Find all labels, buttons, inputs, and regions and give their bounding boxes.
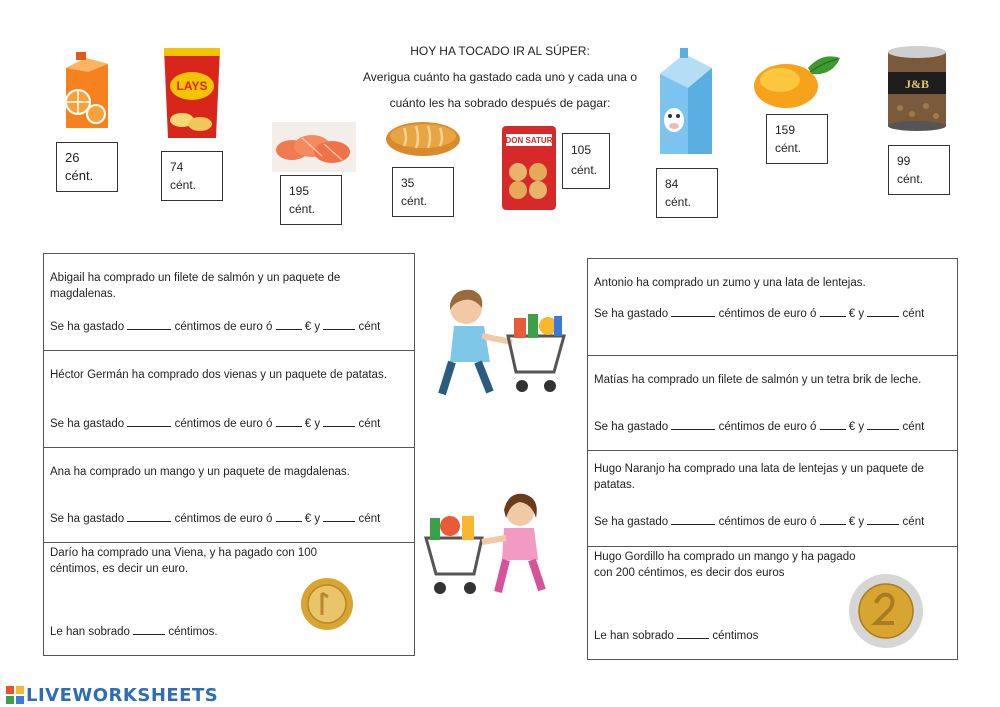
euros-input[interactable] bbox=[820, 316, 846, 317]
leftover-input[interactable] bbox=[677, 638, 709, 639]
problem-text: Héctor Germán ha comprado dos vienas y un paquete de patatas. bbox=[50, 369, 387, 381]
liveworksheets-logo-icon bbox=[6, 686, 24, 704]
mango-icon bbox=[752, 50, 844, 112]
problem-card bbox=[44, 254, 414, 351]
price-tag-salmon bbox=[280, 175, 342, 225]
remaining-cents-input[interactable] bbox=[323, 521, 355, 522]
brand-name: LIVEWORKSHEETS bbox=[26, 684, 219, 706]
instructions-line-2: cuánto les ha sobrado después de pagar: bbox=[389, 96, 611, 110]
price-unit: cént. bbox=[65, 168, 94, 183]
price-unit: cént. bbox=[665, 195, 692, 209]
lentils-can-icon bbox=[886, 44, 948, 132]
cents-input[interactable] bbox=[127, 426, 171, 427]
instructions-line-1: Averigua cuánto ha gastado cada uno y cada una o bbox=[363, 70, 637, 84]
answer-line: Se ha gastado céntimos de euro ó € y cént bbox=[50, 513, 381, 525]
remaining-cents-input[interactable] bbox=[867, 524, 899, 525]
euros-input[interactable] bbox=[820, 524, 846, 525]
price-value: 195 bbox=[289, 184, 310, 198]
answer-line: Se ha gastado céntimos de euro ó € y cént bbox=[50, 321, 381, 333]
problem-card bbox=[44, 543, 414, 655]
remaining-cents-input[interactable] bbox=[867, 316, 899, 317]
price-value: 84 bbox=[665, 177, 679, 191]
problem-card bbox=[44, 351, 414, 448]
right-problems-panel bbox=[587, 258, 958, 660]
price-tag-lentils bbox=[888, 145, 950, 195]
price-value: 105 bbox=[571, 143, 592, 157]
cents-input[interactable] bbox=[671, 316, 715, 317]
left-problems-panel bbox=[43, 253, 415, 656]
answer-line: Se ha gastado céntimos de euro ó € y cént bbox=[594, 308, 925, 320]
price-unit: cént. bbox=[571, 163, 598, 177]
price-unit: cént. bbox=[775, 141, 802, 155]
leftover-input[interactable] bbox=[133, 634, 165, 635]
problem-text: Darío ha comprado una Viena, y ha pagado con 100 céntimos, es decir un euro. bbox=[50, 547, 318, 575]
remaining-cents-input[interactable] bbox=[867, 429, 899, 430]
problem-card bbox=[588, 451, 957, 547]
price-value: 35 bbox=[401, 176, 415, 190]
problem-text: Matías ha comprado un filete de salmón y un tetra brik de leche. bbox=[594, 374, 922, 386]
price-value: 159 bbox=[775, 123, 796, 137]
chips-bag-label: LAYS bbox=[176, 79, 208, 93]
two-euro-coin-icon bbox=[848, 573, 924, 649]
euros-input[interactable] bbox=[820, 429, 846, 430]
cents-input[interactable] bbox=[127, 329, 171, 330]
liveworksheets-logo bbox=[6, 684, 218, 706]
bread-loaf-icon bbox=[384, 118, 462, 160]
price-tag-chips bbox=[161, 151, 223, 201]
instructions-title: HOY HA TOCADO IR AL SÚPER: bbox=[410, 44, 590, 58]
price-value: 26 bbox=[65, 150, 80, 165]
price-unit: cént. bbox=[289, 202, 316, 216]
cents-input[interactable] bbox=[127, 521, 171, 522]
price-tag-mango bbox=[766, 114, 828, 164]
woman-shopping-cart-icon bbox=[424, 286, 576, 404]
price-tag-juice bbox=[56, 142, 118, 192]
euros-input[interactable] bbox=[276, 521, 302, 522]
answer-line: Le han sobrado céntimos. bbox=[50, 626, 218, 638]
problem-text: Hugo Gordillo ha comprado un mango y ha pagado con 200 céntimos, es decir dos euros bbox=[594, 551, 856, 579]
remaining-cents-input[interactable] bbox=[323, 426, 355, 427]
lentils-can-label: J&B bbox=[905, 77, 929, 91]
one-euro-coin-icon bbox=[300, 577, 354, 631]
problem-text: Antonio ha comprado un zumo y una lata de lentejas. bbox=[594, 277, 866, 289]
problem-card bbox=[44, 448, 414, 543]
answer-line: Se ha gastado céntimos de euro ó € y cént bbox=[50, 418, 381, 430]
price-unit: cént. bbox=[170, 178, 197, 192]
muffins-bag-icon bbox=[500, 124, 558, 212]
answer-line: Se ha gastado céntimos de euro ó € y cént bbox=[594, 516, 925, 528]
problem-text: Ana ha comprado un mango y un paquete de magdalenas. bbox=[50, 466, 350, 478]
problem-card bbox=[588, 356, 957, 451]
problem-text: Hugo Naranjo ha comprado una lata de lentejas y un paquete de patatas. bbox=[594, 463, 924, 491]
price-tag-milk bbox=[656, 168, 718, 218]
price-tag-muffins bbox=[562, 133, 610, 189]
cents-input[interactable] bbox=[671, 429, 715, 430]
problem-card bbox=[588, 547, 957, 659]
problem-text: Abigail ha comprado un filete de salmón y un paquete de magdalenas. bbox=[50, 272, 341, 300]
price-tag-bread bbox=[392, 167, 454, 217]
euros-input[interactable] bbox=[276, 329, 302, 330]
remaining-cents-input[interactable] bbox=[323, 329, 355, 330]
salmon-fillet-icon bbox=[272, 122, 356, 172]
girl-shopping-cart-icon bbox=[416, 488, 552, 600]
cents-input[interactable] bbox=[671, 524, 715, 525]
milk-carton-icon bbox=[654, 48, 716, 158]
muffins-bag-label: DON SATUR bbox=[505, 136, 553, 145]
answer-line: Le han sobrado céntimos bbox=[594, 630, 759, 642]
chips-bag-icon bbox=[160, 44, 224, 142]
euros-input[interactable] bbox=[276, 426, 302, 427]
price-value: 74 bbox=[170, 160, 184, 174]
juice-carton-icon bbox=[58, 50, 114, 132]
price-unit: cént. bbox=[897, 172, 924, 186]
answer-line: Se ha gastado céntimos de euro ó € y cént bbox=[594, 421, 925, 433]
problem-card bbox=[588, 259, 957, 356]
price-unit: cént. bbox=[401, 194, 428, 208]
price-value: 99 bbox=[897, 154, 911, 168]
instructions bbox=[340, 44, 660, 110]
